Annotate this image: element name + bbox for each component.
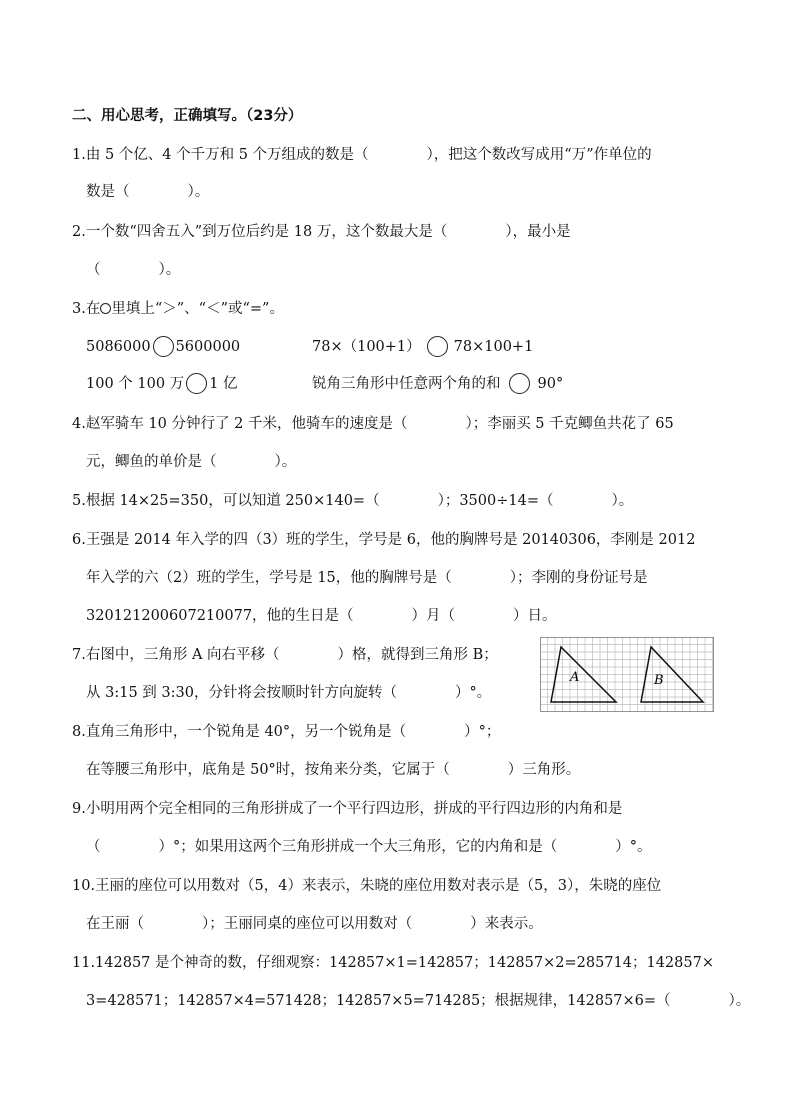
- question-8-line-2: 在等腰三角形中，底角是 50°时，按角来分类，它属于（ ）三角形。: [86, 762, 581, 778]
- question-7-line-1: 7.右图中，三角形 A 向右平移（ ）格，就得到三角形 B；: [72, 647, 498, 663]
- question-9-line-1: 9.小明用两个完全相同的三角形拼成了一个平行四边形，拼成的平行四边形的内角和是: [72, 801, 623, 817]
- question-1-line-2: 数是（ ）。: [86, 184, 210, 200]
- comparison-b: [312, 336, 533, 357]
- section-title: 二、用心思考，正确填写。（23分）: [72, 108, 303, 124]
- comparison-a-left: 5086000: [86, 339, 151, 355]
- comparison-d: [312, 373, 563, 394]
- question-3-prompt: [72, 299, 284, 319]
- triangle-b-label: B: [654, 673, 664, 688]
- comparison-a-right: 5600000: [175, 339, 241, 355]
- question-5-line-1: 5.根据 14×25=350，可以知道 250×140=（ ）；3500÷14=（ ）。: [72, 493, 634, 509]
- comparison-c: [86, 373, 238, 394]
- question-4-line-2: 元，鲫鱼的单价是（ ）。: [86, 454, 297, 470]
- question-6-line-2: 年入学的六（2）班的学生，学号是 15，他的胸牌号是（ ）；李刚的身份证号是: [86, 570, 648, 586]
- grid-lines: [540, 637, 714, 712]
- question-3-prefix: 3.在: [72, 301, 101, 317]
- question-11-line-2: 3=428571；142857×4=571428；142857×5=714285；根据规律，142857×6=（ ）。: [86, 993, 751, 1009]
- comparison-a: [86, 336, 240, 357]
- question-2-line-1: 2.一个数“四舍五入”到万位后约是 18 万，这个数最大是（ ），最小是: [72, 224, 571, 240]
- question-6-line-3: 320121200607210077，他的生日是（ ）月（ ）日。: [86, 608, 557, 624]
- answer-circle[interactable]: [186, 373, 207, 394]
- question-2-line-2: （ ）。: [86, 262, 181, 278]
- answer-circle[interactable]: [509, 373, 530, 394]
- question-10-line-2: 在王丽（ ）；王丽同桌的座位可以用数对（ ）来表示。: [86, 916, 543, 932]
- answer-circle[interactable]: [427, 336, 448, 357]
- question-11-line-1: 11.142857 是个神奇的数，仔细观察：142857×1=142857；142857×2=285714；142857×: [72, 955, 714, 971]
- comparison-b-right: 78×100+1: [453, 339, 534, 355]
- small-circle-icon: [100, 303, 111, 314]
- comparison-d-left: 锐角三角形中任意两个角的和: [312, 376, 501, 392]
- question-7-line-2: 从 3:15 到 3:30，分针将会按顺时针方向旋转（ ）°。: [86, 685, 492, 701]
- question-6-line-1: 6.王强是 2014 年入学的四（3）班的学生，学号是 6，他的胸牌号是 20140306，李刚是 2012: [72, 532, 696, 548]
- comparison-c-right: 1 亿: [209, 376, 238, 392]
- comparison-d-right: 90°: [537, 376, 564, 392]
- triangle-a-label: A: [570, 670, 580, 685]
- question-8-line-1: 8.直角三角形中，一个锐角是 40°，另一个锐角是（ ）°；: [72, 724, 501, 740]
- comparison-c-left: 100 个 100 万: [86, 376, 185, 392]
- question-3-suffix: 里填上“＞”、“＜”或“=”。: [111, 301, 284, 317]
- question-4-line-1: 4.赵军骑车 10 分钟行了 2 千米，他骑车的速度是（ ）；李丽买 5 千克鲫鱼共花了 65: [72, 416, 674, 432]
- comparison-b-left: 78×（100+1）: [312, 339, 421, 355]
- grid-figure: [540, 637, 714, 712]
- question-1-line-1: 1.由 5 个亿、4 个千万和 5 个万组成的数是（ ），把这个数改写成用“万”作单位的: [72, 147, 652, 163]
- answer-circle[interactable]: [153, 336, 174, 357]
- question-10-line-1: 10.王丽的座位可以用数对（5，4）来表示，朱晓的座位用数对表示是（5，3），朱晓的座位: [72, 878, 662, 894]
- question-9-line-2: （ ）°；如果用这两个三角形拼成一个大三角形，它的内角和是（ ）°。: [86, 839, 652, 855]
